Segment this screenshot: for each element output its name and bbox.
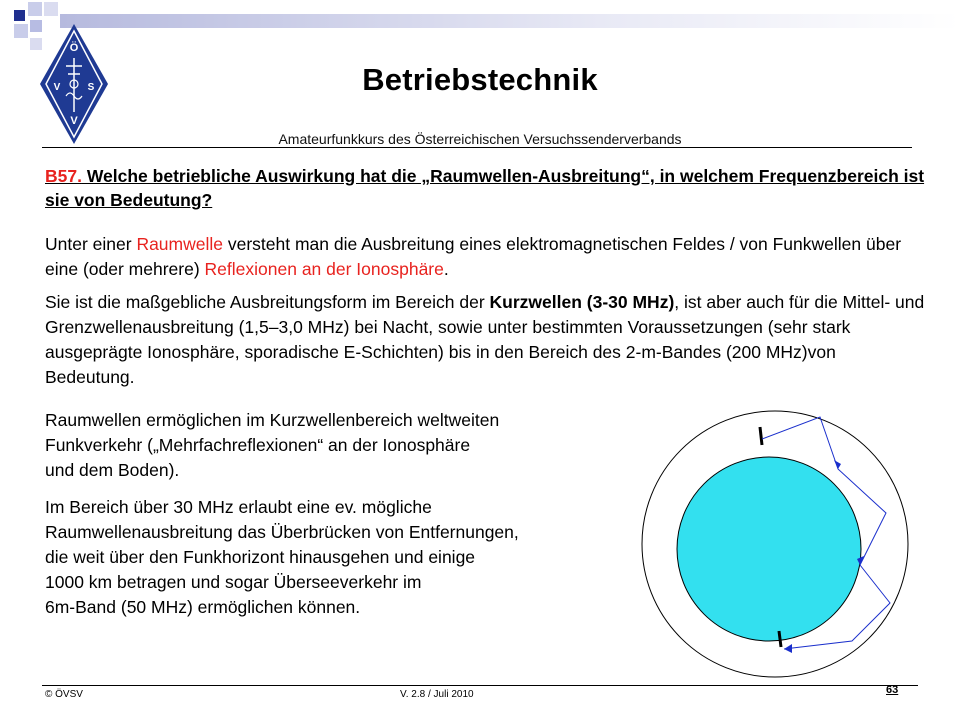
text-line: und dem Boden).: [45, 460, 180, 480]
deco-square-dark: [14, 10, 25, 21]
page-number: 63: [886, 684, 899, 696]
question-number: B57.: [45, 166, 82, 186]
text-run: .: [443, 259, 449, 279]
paragraph-frequency-range: [45, 290, 925, 390]
text-line: 1000 km betragen und sogar Überseeverkehr im: [45, 572, 422, 592]
footer-copyright: © ÖVSV: [45, 689, 83, 700]
logo-letter: Ö: [69, 42, 79, 54]
text-run: Sie ist die maßgebliche Ausbreitungsform im Bereich der: [45, 292, 490, 312]
text-line: die weit über den Funkhorizont hinausgehen und einige: [45, 547, 476, 567]
text-line: Raumwellenausbreitung das Überbrücken von Entfernungen,: [45, 522, 519, 542]
question-heading: [45, 164, 925, 212]
antenna-mark: [779, 631, 781, 647]
paragraph-above-30mhz: [45, 495, 645, 620]
text-line: Funkverkehr („Mehrfachreflexionen“ an der Ionosphäre: [45, 435, 471, 455]
paragraph-definition: [45, 232, 925, 282]
text-line: 6m-Band (50 MHz) ermöglichen können.: [45, 597, 361, 617]
footer-divider: [42, 685, 918, 686]
deco-square-light: [44, 2, 58, 16]
highlight-term: Reflexionen an der Ionosphäre: [204, 259, 444, 279]
page-title: Betriebstechnik: [362, 62, 598, 97]
top-gradient-bar: [60, 14, 960, 28]
deco-square-light: [14, 24, 28, 38]
question-text: Welche betriebliche Auswirkung hat die „Raumwellen-Ausbreitung“, in welchem Frequenzbereich ist sie von Bedeutung?: [45, 166, 925, 210]
antenna-mark: [760, 427, 762, 445]
highlight-term: Raumwelle: [136, 234, 223, 254]
text-line: Raumwellen ermöglichen im Kurzwellenbereich weltweiten: [45, 410, 500, 430]
logo-letter: S: [87, 82, 95, 93]
header-divider: [42, 147, 912, 148]
bold-term: Kurzwellen (3-30 MHz): [489, 292, 675, 312]
skywave-diagram: [638, 405, 910, 683]
arrow-head: [834, 460, 841, 469]
arrow-head: [784, 644, 792, 653]
page-subtitle: Amateurfunkkurs des Österreichischen Versuchssenderverbands: [278, 131, 682, 147]
logo-letter: V: [70, 115, 78, 127]
text-line: Im Bereich über 30 MHz erlaubt eine ev. mögliche: [45, 497, 432, 517]
footer-version: V. 2.8 / Juli 2010: [400, 689, 474, 700]
paragraph-worldwide: [45, 408, 645, 483]
text-run: Unter einer: [45, 234, 137, 254]
deco-square-light: [28, 2, 42, 16]
logo-letter: V: [53, 82, 61, 93]
text-run: versteht man die Ausbreitung eines elektromagnetischen Feldes / von Funkwellen über eine (oder mehrere): [45, 234, 902, 279]
text-run: , ist aber auch für die Mittel- und Grenzwellenausbreitung (1,5–3,0 MHz) bei Nacht, sowie unter bestimmten Voraussetzungen (sehr stark ausgeprägte Ionosphäre, sporadische E-Schichten) bis in den Bereich des 2-m-Bandes (200 MHz)von Bedeutung.: [45, 292, 925, 387]
earth-circle: [677, 457, 861, 641]
